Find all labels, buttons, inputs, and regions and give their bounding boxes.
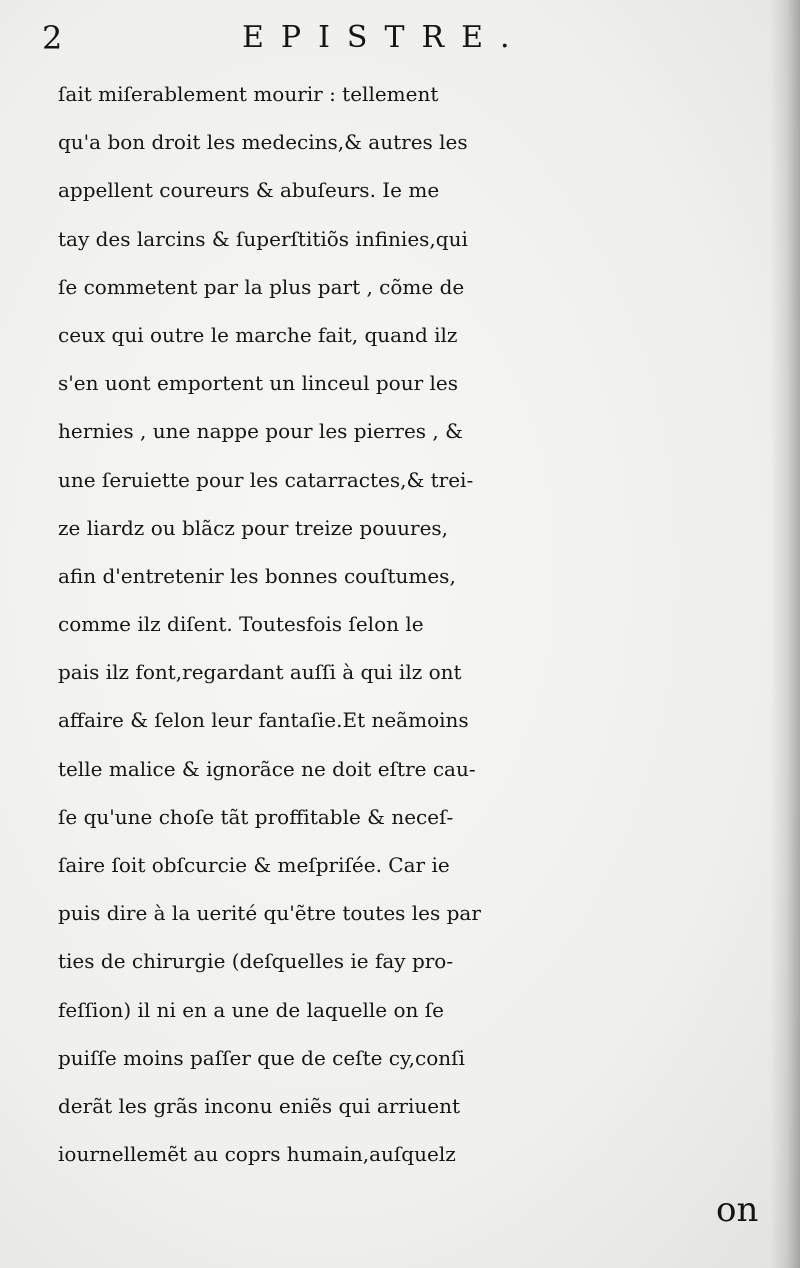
text-line: derãt les grãs inconu eniẽs qui arriuent [58, 1093, 461, 1118]
binding-shadow [770, 0, 800, 1268]
text-body [58, 70, 768, 1178]
text-line: ties de chirurgie (deſquelles ie fay pro- [58, 949, 454, 974]
page-number: 2 [42, 19, 63, 57]
text-line: pais ilz font,regardant auſſi à qui ilz ont [58, 660, 462, 685]
running-title: EPISTRE. [242, 20, 527, 55]
text-line: ſait miſerablement mourir : tellement [58, 82, 439, 106]
text-line: ze liardz ou blãcz pour treize pouures, [58, 515, 449, 540]
text-line: s'en uont emportent un linceul pour les [58, 371, 458, 396]
text-line: une ſeruiette pour les catarractes,& trei- [58, 467, 474, 492]
text-line: puis dire à la uerité qu'ẽtre toutes les par [58, 901, 481, 926]
catchword: on [716, 1190, 759, 1230]
text-line: ſe qu'une choſe tãt proffitable & neceſ- [58, 804, 454, 829]
text-line: ſaire ſoit obſcurcie & meſpriſée. Car ie [58, 853, 450, 877]
text-line: feſſion) il ni en a une de laquelle on ſe [58, 997, 444, 1022]
text-line: ceux qui outre le marche fait, quand ilz [58, 322, 458, 347]
text-line: iournellemẽt au coprs humain,auſquelz [58, 1142, 456, 1167]
running-head [42, 16, 752, 60]
text-line: puiſſe moins paſſer que de ceſte cy,conſi [58, 1045, 465, 1070]
text-line: afin d'entretenir les bonnes couſtumes, [58, 563, 456, 588]
text-line: comme ilz diſent. Toutesfois ſelon le [58, 612, 424, 637]
text-line: hernies , une nappe pour les pierres , & [58, 419, 463, 444]
text-line: telle malice & ignorãce ne doit eſtre cau- [58, 756, 476, 781]
text-line: tay des larcins & ſuperſtitiõs infinies,qui [58, 226, 468, 251]
text-line: appellent coureurs & abuſeurs. Ie me [58, 178, 440, 203]
text-line: qu'a bon droit les medecins,& autres les [58, 130, 468, 155]
text-line: affaire & ſelon leur fantaſie.Et neãmoins [58, 708, 469, 733]
text-line: ſe commetent par la plus part , cõme de [58, 274, 465, 299]
